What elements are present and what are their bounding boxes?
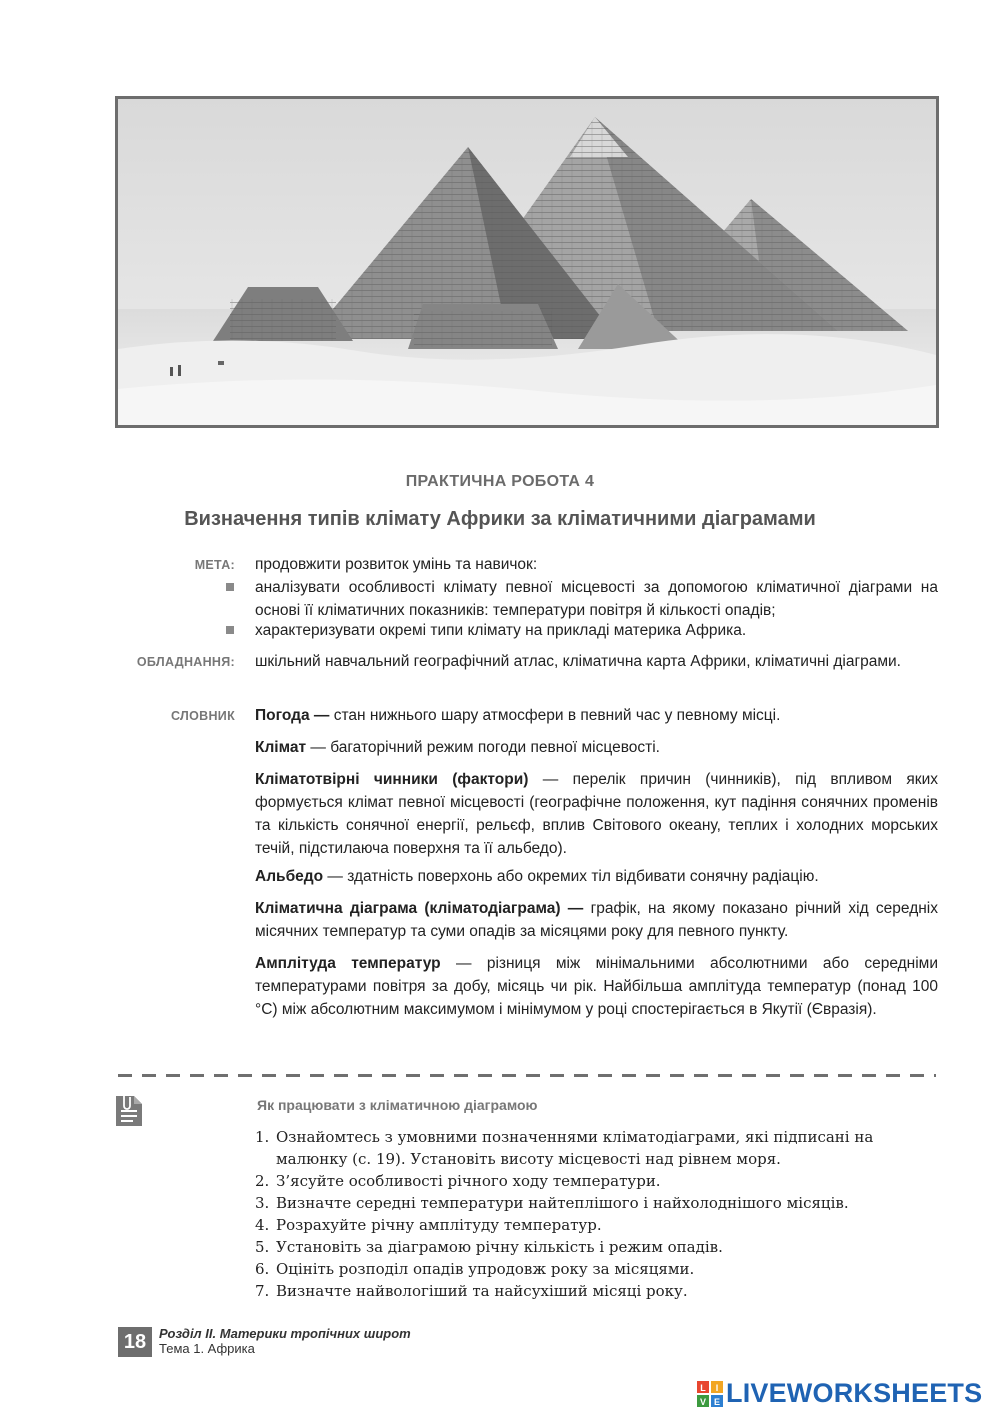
page-title: Визначення типів клімату Африки за кліматичними діаграмами xyxy=(184,508,816,530)
step-number: 3. xyxy=(255,1194,270,1212)
step-text: Визначте середні температури найтеплішого і найхолоднішого місяців. xyxy=(276,1194,849,1212)
glossary-definition: — перелік причин (чинників), під впливом яких формується клімат певної місцевості (географічне положення, кут падіння сонячних променів та кількість сонячної енергії, рельєф, вплив Світового океану, теплих і холодних морських течій, підстилаюча поверхня та її альбедо). xyxy=(255,771,938,857)
glossary-entry-weather xyxy=(255,704,938,727)
list-item xyxy=(255,1214,945,1236)
goal-label: МЕТА: xyxy=(194,558,235,572)
glossary-entry-temperature-amplitude xyxy=(255,952,938,1021)
step-text: Визначте найвологіший та найсухіший місяці року. xyxy=(276,1282,688,1300)
step-text: Оцініть розподіл опадів упродовж року за місяцями. xyxy=(276,1260,695,1278)
svg-text:I: I xyxy=(715,1383,719,1393)
glossary-definition: графік, на якому показано річний хід середніх місячних температур та суми опадів за місяцями року для певного пункту. xyxy=(255,900,938,940)
pyramids-photo xyxy=(115,96,939,428)
liveworksheets-brand[interactable]: LIVEWORKSHEETS xyxy=(726,1378,983,1408)
bullet-marker xyxy=(226,583,234,591)
list-item xyxy=(255,1192,945,1214)
page-number: 18 xyxy=(118,1327,152,1357)
glossary-definition: стан нижнього шару атмосфери в певний час у певному місці. xyxy=(329,707,781,724)
step-number: 4. xyxy=(255,1216,270,1234)
dashed-divider xyxy=(118,1074,936,1077)
glossary-definition: — багаторічний режим погоди певної місцевості. xyxy=(306,739,660,756)
glossary-label: СЛОВНИК xyxy=(171,709,235,723)
howto-steps xyxy=(255,1126,945,1302)
step-number: 6. xyxy=(255,1260,270,1278)
svg-text:L: L xyxy=(700,1383,706,1393)
list-item xyxy=(255,1126,945,1170)
step-number: 7. xyxy=(255,1282,270,1300)
footer-topic: Тема 1. Африка xyxy=(159,1341,255,1356)
glossary-term: Погода — xyxy=(255,707,330,724)
glossary-entry-albedo xyxy=(255,865,938,888)
glossary-term: Кліматична діаграма (кліматодіаграма) — xyxy=(255,900,584,917)
step-text: Ознайомтесь з умовними позначеннями кліматодіаграми, які підписані на малюнку (с. 19). Установіть висоту місцевості над рівнем моря. xyxy=(276,1128,874,1168)
glossary-definition: — здатність поверхонь або окремих тіл відбивати сонячну радіацію. xyxy=(323,868,819,885)
document-clip-icon xyxy=(114,1092,144,1128)
step-text: Установіть за діаграмою річну кількість і режим опадів. xyxy=(276,1238,723,1256)
glossary-definition: — різниця між мінімальними абсолютними або середніми температурами повітря за добу, місяць чи рік. Найбільша амплітуда температур (понад 100 °С) між абсолютним максимумом і мінімумом у році спостерігається в Якутії (Євразія). xyxy=(255,955,938,1018)
glossary-entry-climate xyxy=(255,736,938,759)
goal-bullet-2: характеризувати окремі типи клімату на прикладі материка Африка. xyxy=(255,622,747,639)
step-number: 2. xyxy=(255,1172,270,1190)
pyramids-illustration xyxy=(118,99,936,425)
glossary-entry-climate-diagram xyxy=(255,897,938,943)
step-text: З’ясуйте особливості річного ходу температури. xyxy=(276,1172,661,1190)
step-number: 1. xyxy=(255,1128,270,1146)
equipment-label: ОБЛАДНАННЯ: xyxy=(136,655,235,669)
glossary-entry-climate-factors xyxy=(255,768,938,860)
glossary-term: Клімат xyxy=(255,739,307,756)
equipment-text: шкільний навчальний географічний атлас, кліматична карта Африки, кліматичні діаграми. xyxy=(255,653,901,670)
footer-section: Розділ ІІ. Материки тропічних широт xyxy=(159,1326,411,1341)
goal-bullet-1: аналізувати особливості клімату певної місцевості за допомогою кліматичної діаграми на основі її кліматичних показників: температури повітря й кількості опадів; xyxy=(255,579,938,619)
howto-title: Як працювати з кліматичною діаграмою xyxy=(257,1097,538,1113)
list-item xyxy=(255,1280,945,1302)
goal-intro: продовжити розвиток умінь та навичок: xyxy=(255,556,538,573)
bullet-marker xyxy=(226,626,234,634)
step-text: Розрахуйте річну амплітуду температур. xyxy=(276,1216,602,1234)
practical-work-number: ПРАКТИЧНА РОБОТА 4 xyxy=(405,473,595,490)
list-item xyxy=(255,1236,945,1258)
glossary-term: Кліматотвірні чинники (фактори) xyxy=(255,771,529,788)
list-item xyxy=(255,1258,945,1280)
list-item xyxy=(255,1170,945,1192)
glossary-term: Альбедо xyxy=(255,868,324,885)
svg-text:E: E xyxy=(713,1397,721,1407)
liveworksheets-logo-icon xyxy=(697,1381,723,1407)
glossary-term: Амплітуда температур xyxy=(255,955,441,972)
step-number: 5. xyxy=(255,1238,270,1256)
svg-text:V: V xyxy=(699,1397,707,1407)
